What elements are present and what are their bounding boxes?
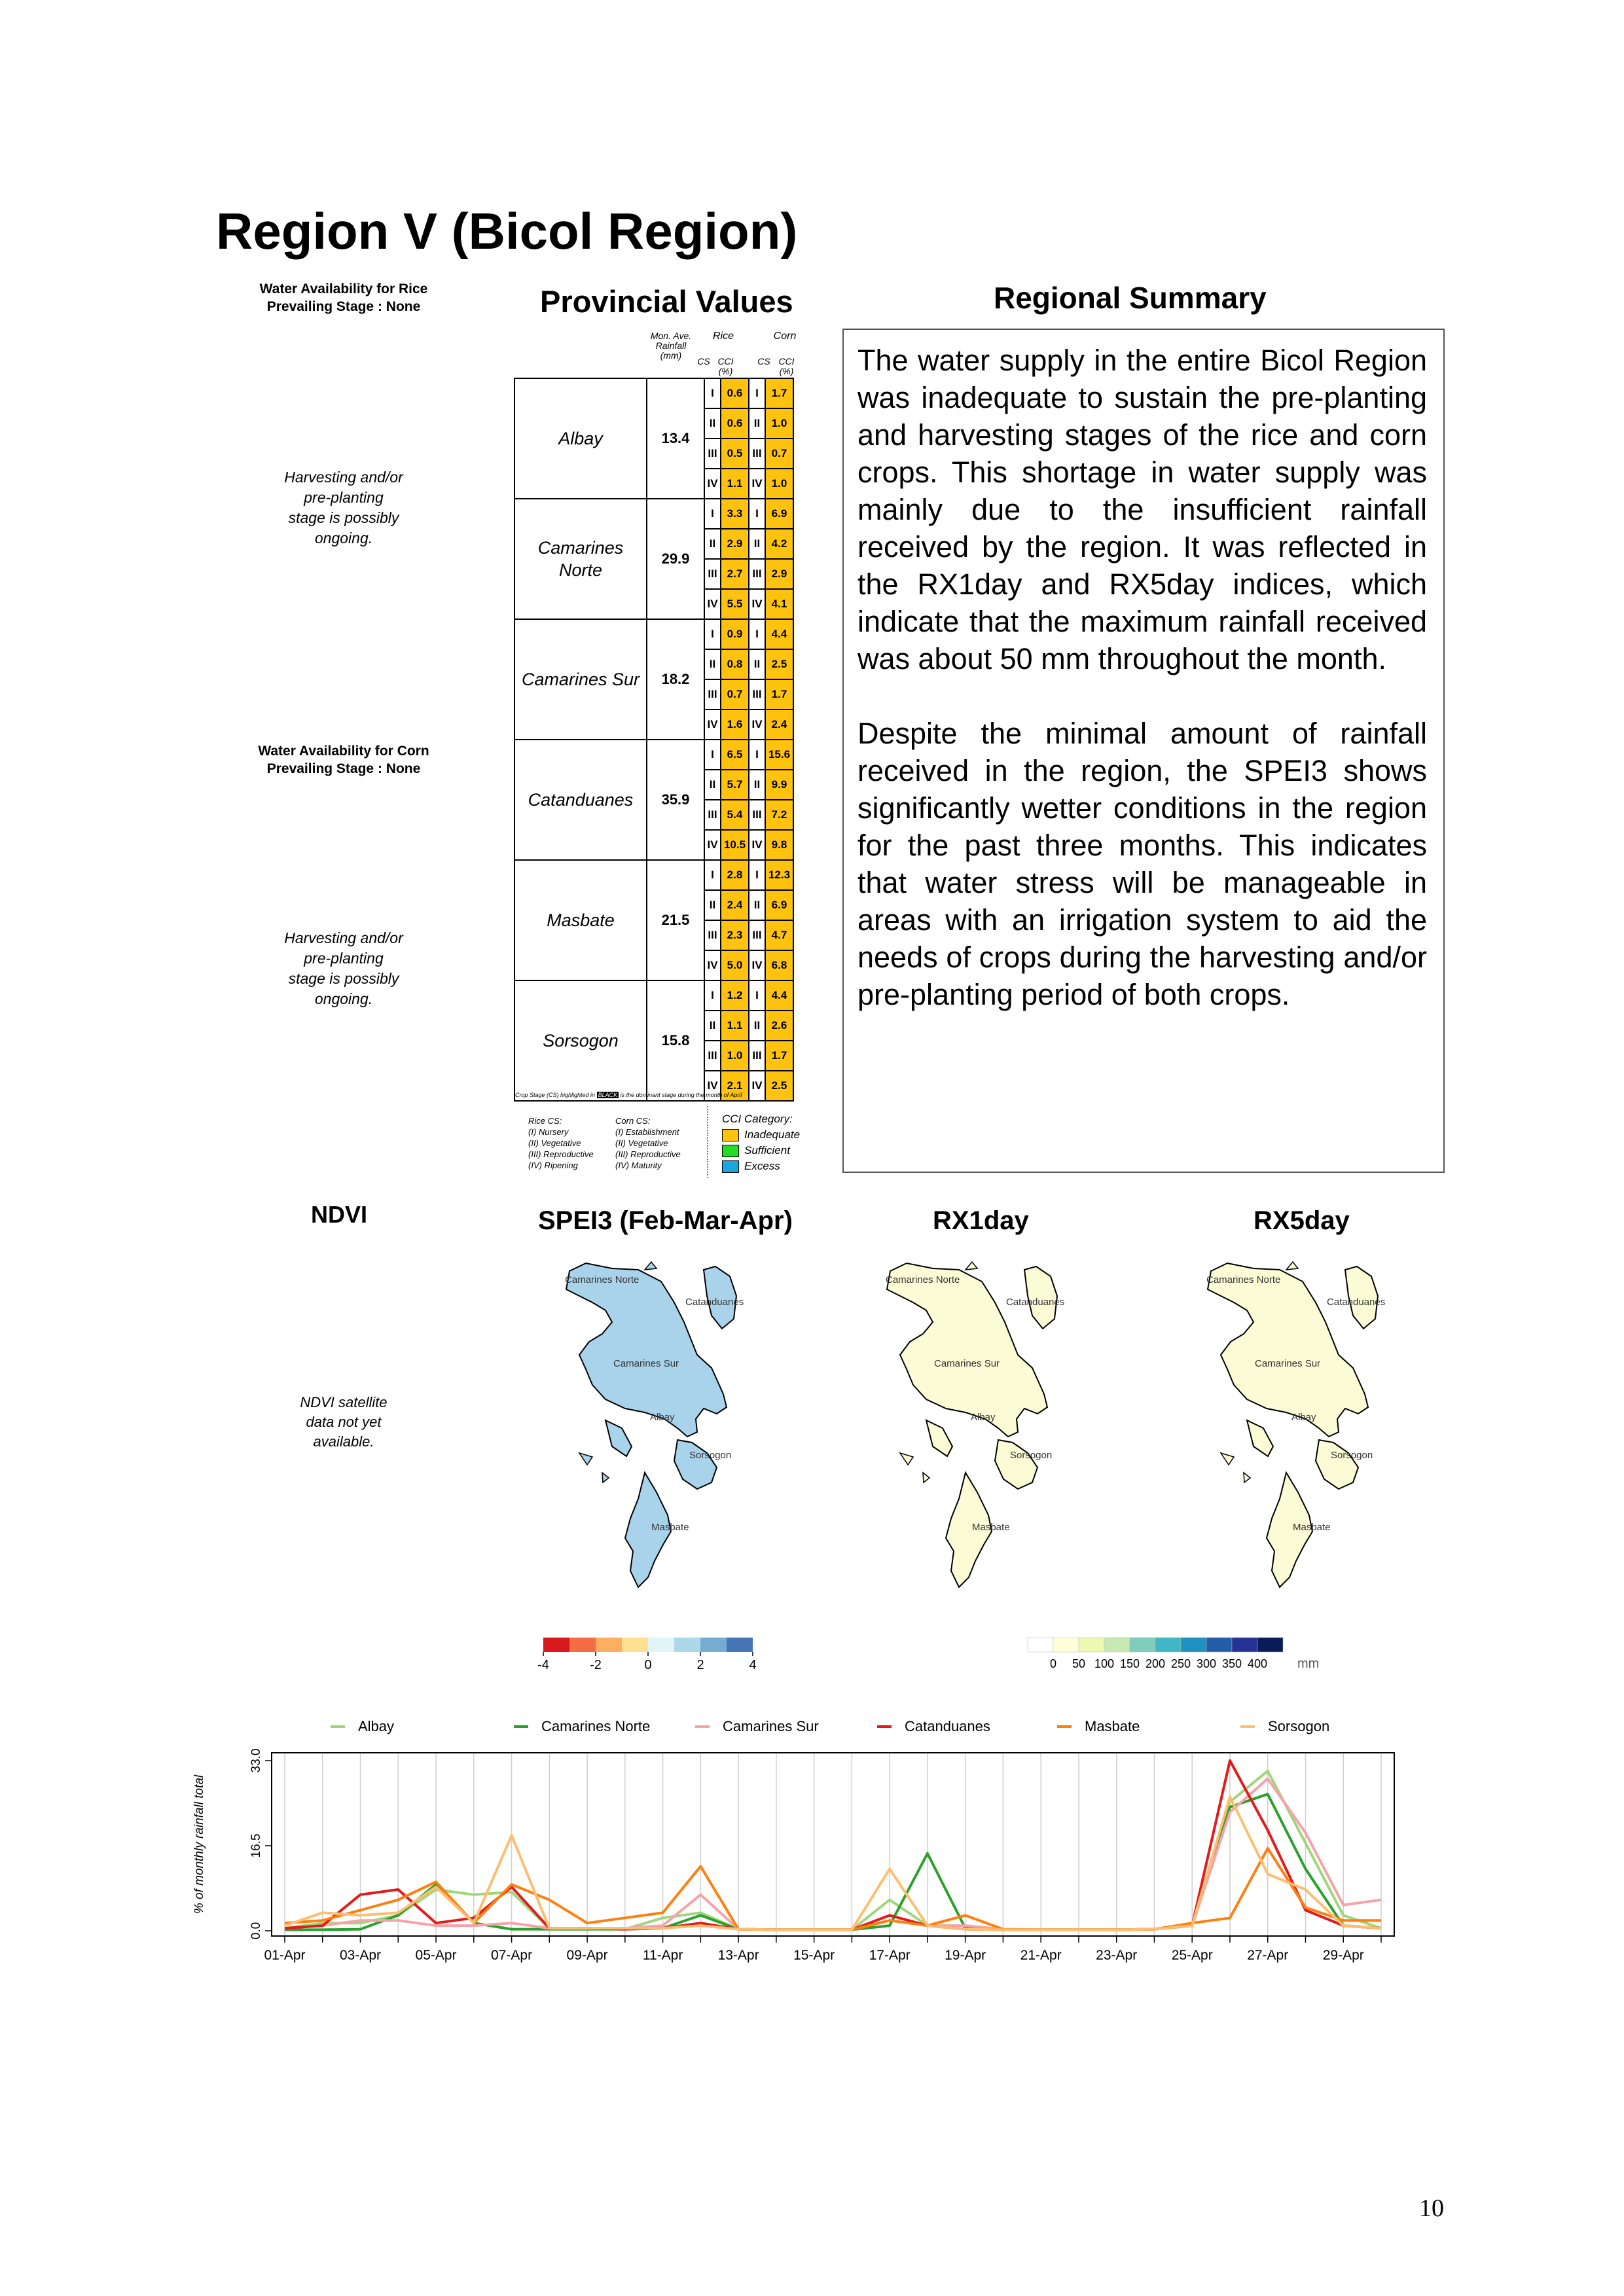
rx1day-map-title: RX1day xyxy=(933,1206,1029,1235)
spei-scale-swatch xyxy=(596,1638,622,1652)
corn-cci: 4.7 xyxy=(765,920,793,950)
cci-legend-inadequate xyxy=(722,1128,800,1141)
corn-cci: 2.9 xyxy=(765,559,793,589)
rx-scale-label: 100 xyxy=(1094,1657,1115,1670)
rice-cci: 1.2 xyxy=(721,980,749,1011)
corn-cs: I xyxy=(749,378,765,408)
rice-column-header: Rice xyxy=(712,331,734,342)
spei-scale-swatch xyxy=(648,1638,674,1652)
corn-cci: 15.6 xyxy=(765,740,793,770)
corn-availability-heading xyxy=(226,742,461,778)
rice-cs: IV xyxy=(704,830,721,860)
note-line: NDVI satellite xyxy=(300,1394,388,1410)
province-name: Catanduanes xyxy=(514,740,647,860)
map-label-sorsogon: Sorsogon xyxy=(689,1450,732,1461)
rx-scale-swatch xyxy=(1079,1638,1104,1652)
summary-paragraph-1: The water supply in the entire Bicol Region was inadequate to sustain the pre-planting and harvesting stages of the rice and corn crops. This shortage in water supply was mainly due to the insufficient rainfall received by the region. It was reflected in the RX1day and RX5day indices, which indicate that the maximum rainfall received was about 50 mm throughout the month. xyxy=(857,344,1427,675)
map-label-sorsogon: Sorsogon xyxy=(1331,1450,1373,1461)
corn-cci: 2.5 xyxy=(765,1071,793,1101)
rice-note xyxy=(259,467,429,548)
rx-scale-label: 0 xyxy=(1049,1657,1057,1670)
corn-cci: 0.7 xyxy=(765,439,793,469)
y-tick-label: 0.0 xyxy=(249,1922,263,1940)
corn-cs: I xyxy=(749,619,765,649)
note-line: ongoing. xyxy=(314,529,373,547)
corn-cci: 7.2 xyxy=(765,800,793,830)
legend-line: (I) Nursery xyxy=(528,1127,569,1137)
corn-stage-line: Prevailing Stage : None xyxy=(266,761,421,776)
rx-color-scale xyxy=(1024,1635,1339,1674)
rice-cs-legend xyxy=(528,1115,594,1171)
cci-legend-label: Sufficient xyxy=(744,1144,790,1157)
rice-cci: 0.6 xyxy=(721,408,749,439)
rx-scale-label: 400 xyxy=(1247,1657,1268,1670)
rice-cs: IV xyxy=(704,950,721,980)
rice-cs: I xyxy=(704,378,721,408)
province-name: Masbate xyxy=(514,860,647,980)
rx-scale-swatch xyxy=(1206,1638,1232,1652)
spei-scale-label: -4 xyxy=(537,1658,549,1672)
legend-line: (I) Establishment xyxy=(615,1127,679,1137)
corn-note xyxy=(259,928,429,1009)
rx1day-map xyxy=(886,1262,1064,1587)
footnote-text: Crop Stage (CS) highlighted in xyxy=(515,1092,596,1098)
provincial-values-table xyxy=(514,378,794,1102)
legend-label: Masbate xyxy=(1085,1718,1140,1734)
rice-cci: 5.5 xyxy=(721,589,749,619)
rice-cs: I xyxy=(704,499,721,529)
map-label-camarines-norte: Camarines Norte xyxy=(565,1274,640,1285)
legend-label: Camarines Sur xyxy=(723,1718,819,1734)
rice-heading-line: Water Availability for Rice xyxy=(259,281,428,296)
rice-cci: 5.7 xyxy=(721,770,749,800)
corn-cs: IV xyxy=(749,469,765,499)
table-row xyxy=(514,980,793,1011)
rice-cci: 1.6 xyxy=(721,709,749,740)
corn-cs: III xyxy=(749,920,765,950)
corn-cci: 2.5 xyxy=(765,649,793,679)
x-tick-label: 21-Apr xyxy=(1020,1948,1062,1963)
rice-cs: I xyxy=(704,619,721,649)
corn-cci: 1.7 xyxy=(765,378,793,408)
cci-legend-label: Inadequate xyxy=(744,1128,801,1141)
map-label-camarines-sur: Camarines Sur xyxy=(934,1358,1000,1369)
corn-cci: 1.0 xyxy=(765,408,793,439)
series-line-masbate xyxy=(285,1848,1381,1930)
map-label-albay: Albay xyxy=(971,1412,996,1423)
x-tick-label: 03-Apr xyxy=(340,1948,382,1963)
legend-label: Sorsogon xyxy=(1268,1718,1330,1734)
rice-cs-header: CS xyxy=(697,356,710,367)
x-tick-label: 09-Apr xyxy=(566,1948,608,1963)
ndvi-note xyxy=(259,1393,429,1452)
map-label-albay: Albay xyxy=(1291,1412,1316,1423)
corn-cci: 1.0 xyxy=(765,469,793,499)
map-label-catanduanes: Catanduanes xyxy=(1006,1297,1065,1308)
spei-scale-label: -2 xyxy=(590,1658,602,1672)
regional-summary-title: Regional Summary xyxy=(994,281,1267,315)
legend-line: Rice CS: xyxy=(528,1116,562,1126)
corn-cs: IV xyxy=(749,589,765,619)
x-tick-label: 07-Apr xyxy=(491,1948,533,1963)
rice-cci: 0.9 xyxy=(721,619,749,649)
note-line: available. xyxy=(313,1433,374,1450)
rx-scale-swatch xyxy=(1130,1638,1155,1652)
rice-availability-heading xyxy=(226,280,461,315)
corn-cci: 4.4 xyxy=(765,980,793,1011)
table-row xyxy=(514,499,793,529)
ndvi-title: NDVI xyxy=(311,1201,368,1228)
cci-legend-title: CCI Category: xyxy=(722,1113,793,1125)
map-label-camarines-sur: Camarines Sur xyxy=(613,1358,679,1369)
corn-cs: II xyxy=(749,770,765,800)
x-tick-label: 05-Apr xyxy=(415,1948,457,1963)
corn-cs: IV xyxy=(749,830,765,860)
spei-scale-label: 2 xyxy=(696,1658,704,1672)
rx-scale-label: 150 xyxy=(1119,1657,1140,1670)
rice-cci: 2.7 xyxy=(721,559,749,589)
legend-line: (III) Reproductive xyxy=(528,1149,594,1159)
province-name: Sorsogon xyxy=(514,980,647,1101)
note-line: data not yet xyxy=(306,1414,382,1430)
rice-cs: II xyxy=(704,529,721,559)
monthly-rainfall: 21.5 xyxy=(647,860,704,980)
rx5day-map xyxy=(1206,1262,1385,1587)
x-tick-label: 29-Apr xyxy=(1322,1948,1364,1963)
rx5day-map-title: RX5day xyxy=(1254,1206,1350,1235)
corn-cs-header: CS xyxy=(757,356,770,367)
corn-cs: I xyxy=(749,860,765,890)
rice-cci: 0.7 xyxy=(721,679,749,709)
corn-cci: 1.7 xyxy=(765,679,793,709)
legend-line: Corn CS: xyxy=(615,1116,651,1126)
rice-cci: 2.1 xyxy=(721,1071,749,1101)
cci-legend-label: Excess xyxy=(744,1160,780,1173)
corn-cci: 9.9 xyxy=(765,770,793,800)
corn-cs: III xyxy=(749,559,765,589)
rice-cci: 0.6 xyxy=(721,378,749,408)
corn-cci: 2.4 xyxy=(765,709,793,740)
rice-cci: 2.9 xyxy=(721,529,749,559)
footnote-text: is the dominant stage during the month of April xyxy=(620,1092,742,1098)
map-label-camarines-sur: Camarines Sur xyxy=(1255,1358,1321,1369)
x-tick-label: 25-Apr xyxy=(1171,1948,1213,1963)
note-line: Harvesting and/or xyxy=(284,469,403,486)
rx-scale-swatch xyxy=(1104,1638,1130,1652)
rx-scale-label: 200 xyxy=(1145,1657,1166,1670)
spei-scale-swatch xyxy=(674,1638,700,1652)
spei-scale-swatch xyxy=(569,1638,596,1652)
monthly-rainfall: 13.4 xyxy=(647,378,704,499)
cci-legend-sufficient xyxy=(722,1144,800,1157)
corn-cs: IV xyxy=(749,709,765,740)
rice-cs: I xyxy=(704,980,721,1011)
cci-legend xyxy=(722,1113,800,1173)
legend-divider xyxy=(707,1106,710,1178)
rice-cs: III xyxy=(704,1041,721,1071)
rice-cci: 2.4 xyxy=(721,890,749,920)
rice-cs: II xyxy=(704,770,721,800)
rx-scale-swatch xyxy=(1181,1638,1206,1652)
table-row xyxy=(514,619,793,649)
province-name: Camarines Sur xyxy=(514,619,647,740)
rice-cci: 5.4 xyxy=(721,800,749,830)
corn-cs: III xyxy=(749,800,765,830)
rice-cci: 10.5 xyxy=(721,830,749,860)
note-line: Harvesting and/or xyxy=(284,929,403,946)
x-tick-label: 15-Apr xyxy=(793,1948,835,1963)
cci-legend-excess xyxy=(722,1160,800,1173)
corn-cci: 4.2 xyxy=(765,529,793,559)
corn-cs: I xyxy=(749,499,765,529)
corn-cs: II xyxy=(749,408,765,439)
rice-cci: 5.0 xyxy=(721,950,749,980)
corn-cci: 12.3 xyxy=(765,860,793,890)
table-row xyxy=(514,860,793,890)
corn-cs: II xyxy=(749,529,765,559)
corn-cs: III xyxy=(749,1041,765,1071)
header-line: (mm) xyxy=(660,350,682,361)
note-line: stage is possibly xyxy=(288,970,399,987)
rice-stage-line: Prevailing Stage : None xyxy=(266,299,421,314)
corn-cci: 6.8 xyxy=(765,950,793,980)
corn-cs-legend xyxy=(615,1115,681,1171)
rice-cci-header: CCI (%) xyxy=(717,356,734,376)
legend-label: Catanduanes xyxy=(905,1718,990,1734)
rx-scale-label: 250 xyxy=(1170,1657,1191,1670)
rice-cs: IV xyxy=(704,589,721,619)
legend-label: Albay xyxy=(358,1718,395,1734)
spei-scale-swatch xyxy=(700,1638,727,1652)
rx-scale-swatch xyxy=(1232,1638,1257,1652)
corn-cs: II xyxy=(749,1011,765,1041)
legend-line: (III) Reproductive xyxy=(615,1149,681,1159)
y-tick-label: 33.0 xyxy=(249,1748,263,1773)
rx-scale-swatch xyxy=(1028,1638,1053,1652)
corn-cs: II xyxy=(749,890,765,920)
footnote-black-highlight: BLACK xyxy=(598,1092,618,1098)
x-tick-label: 17-Apr xyxy=(869,1948,911,1963)
province-name: Albay xyxy=(514,378,647,499)
corn-cci: 2.6 xyxy=(765,1011,793,1041)
monthly-rainfall: 15.8 xyxy=(647,980,704,1101)
rainfall-line-chart xyxy=(190,1708,1466,1990)
map-label-masbate: Masbate xyxy=(651,1522,689,1533)
page-title: Region V (Bicol Region) xyxy=(216,202,798,260)
legend-line: (II) Vegetative xyxy=(615,1138,668,1148)
spei-scale-swatch xyxy=(727,1638,753,1652)
rice-cci: 1.0 xyxy=(721,1041,749,1071)
rice-cci: 3.3 xyxy=(721,499,749,529)
rice-cs: II xyxy=(704,649,721,679)
y-axis-label: % of monthly rainfall total xyxy=(192,1774,206,1914)
spei-scale-swatch xyxy=(622,1638,648,1652)
map-label-catanduanes: Catanduanes xyxy=(685,1297,744,1308)
x-tick-label: 01-Apr xyxy=(264,1948,306,1963)
legend-label: Camarines Norte xyxy=(541,1718,651,1734)
legend-line: (IV) Maturity xyxy=(615,1160,662,1170)
legend-line: (IV) Ripening xyxy=(528,1160,578,1170)
corn-heading-line: Water Availability for Corn xyxy=(258,744,429,759)
map-label-albay: Albay xyxy=(650,1412,675,1423)
x-tick-label: 13-Apr xyxy=(717,1948,759,1963)
monthly-rainfall: 29.9 xyxy=(647,499,704,619)
rice-cci: 2.8 xyxy=(721,860,749,890)
corn-cci: 4.4 xyxy=(765,619,793,649)
rice-cs: I xyxy=(704,860,721,890)
x-tick-label: 23-Apr xyxy=(1096,1948,1138,1963)
note-line: ongoing. xyxy=(314,990,373,1007)
province-name: Camarines Norte xyxy=(514,499,647,619)
map-label-masbate: Masbate xyxy=(1293,1522,1331,1533)
rice-cs: III xyxy=(704,679,721,709)
rx-scale-swatch xyxy=(1155,1638,1181,1652)
spei-color-scale xyxy=(530,1635,779,1674)
rice-cs: II xyxy=(704,1011,721,1041)
provincial-values-title: Provincial Values xyxy=(540,284,793,319)
rx-scale-swatch xyxy=(1053,1638,1079,1652)
rx-scale-label: 50 xyxy=(1072,1657,1086,1670)
rice-cs: II xyxy=(704,890,721,920)
spei-scale-swatch xyxy=(543,1638,569,1652)
rice-cs: I xyxy=(704,740,721,770)
note-line: pre-planting xyxy=(304,950,384,967)
note-line: stage is possibly xyxy=(288,509,399,526)
rx-scale-unit: mm xyxy=(1297,1657,1320,1671)
rx-scale-label: 300 xyxy=(1196,1657,1217,1670)
corn-cci-header: CCI (%) xyxy=(778,356,795,376)
corn-cs: IV xyxy=(749,1071,765,1101)
map-label-camarines-norte: Camarines Norte xyxy=(1206,1274,1281,1285)
rice-cci: 1.1 xyxy=(721,1011,749,1041)
spei-scale-label: 0 xyxy=(644,1658,652,1672)
monthly-rainfall: 18.2 xyxy=(647,619,704,740)
map-label-masbate: Masbate xyxy=(972,1522,1010,1533)
inadequate-swatch xyxy=(722,1129,739,1141)
corn-cs: IV xyxy=(749,950,765,980)
rice-cs: III xyxy=(704,439,721,469)
corn-cs: III xyxy=(749,439,765,469)
spei3-map xyxy=(565,1262,744,1587)
rice-cci: 6.5 xyxy=(721,740,749,770)
corn-cci: 1.7 xyxy=(765,1041,793,1071)
table-row xyxy=(514,378,793,408)
summary-paragraph-2: Despite the minimal amount of rainfall received in the region, the SPEI3 shows significantly wetter conditions in the region for the past three months. This indicates that water stress will be manageable in areas with an irrigation system to aid the needs of crops during the harvesting and/or pre-planting period of both crops. xyxy=(857,717,1427,1011)
rice-cci: 0.5 xyxy=(721,439,749,469)
monthly-rainfall: 35.9 xyxy=(647,740,704,860)
corn-cs: I xyxy=(749,740,765,770)
rice-cci: 2.3 xyxy=(721,920,749,950)
rice-cs: III xyxy=(704,800,721,830)
note-line: pre-planting xyxy=(304,489,384,506)
corn-column-header: Corn xyxy=(773,331,797,342)
rice-cci: 0.8 xyxy=(721,649,749,679)
header-line: Mon. Ave. xyxy=(650,331,692,341)
map-label-camarines-norte: Camarines Norte xyxy=(886,1274,960,1285)
rice-cs: IV xyxy=(704,469,721,499)
corn-cs: III xyxy=(749,679,765,709)
sufficient-swatch xyxy=(722,1145,739,1157)
rx-scale-swatch xyxy=(1257,1638,1283,1652)
corn-cs: II xyxy=(749,649,765,679)
corn-cci: 6.9 xyxy=(765,890,793,920)
crop-stage-footnote xyxy=(515,1092,742,1098)
x-tick-label: 11-Apr xyxy=(642,1948,683,1963)
header-line: Rainfall xyxy=(655,340,687,351)
spei3-map-title: SPEI3 (Feb-Mar-Apr) xyxy=(538,1206,793,1235)
rice-cs: III xyxy=(704,559,721,589)
map-label-catanduanes: Catanduanes xyxy=(1327,1297,1386,1308)
map-label-sorsogon: Sorsogon xyxy=(1010,1450,1053,1461)
corn-cs: I xyxy=(749,980,765,1011)
corn-cci: 4.1 xyxy=(765,589,793,619)
page-number: 10 xyxy=(1419,2195,1444,2222)
rice-cci: 1.1 xyxy=(721,469,749,499)
excess-swatch xyxy=(722,1160,739,1173)
series-line-camarines-sur xyxy=(285,1779,1381,1930)
rice-cs: IV xyxy=(704,709,721,740)
rx-scale-label: 350 xyxy=(1221,1657,1242,1670)
y-tick-label: 16.5 xyxy=(249,1833,263,1858)
table-row xyxy=(514,740,793,770)
legend-line: (II) Vegetative xyxy=(528,1138,581,1148)
rainfall-column-header xyxy=(641,331,700,361)
maps-area xyxy=(524,1257,1440,1623)
x-tick-label: 27-Apr xyxy=(1247,1948,1289,1963)
rice-cs: IV xyxy=(704,1071,721,1101)
regional-summary-text xyxy=(857,342,1427,1050)
corn-cci: 6.9 xyxy=(765,499,793,529)
x-tick-label: 19-Apr xyxy=(945,1948,986,1963)
rice-cs: III xyxy=(704,920,721,950)
spei-scale-label: 4 xyxy=(749,1658,757,1672)
rice-cs: II xyxy=(704,408,721,439)
corn-cci: 9.8 xyxy=(765,830,793,860)
